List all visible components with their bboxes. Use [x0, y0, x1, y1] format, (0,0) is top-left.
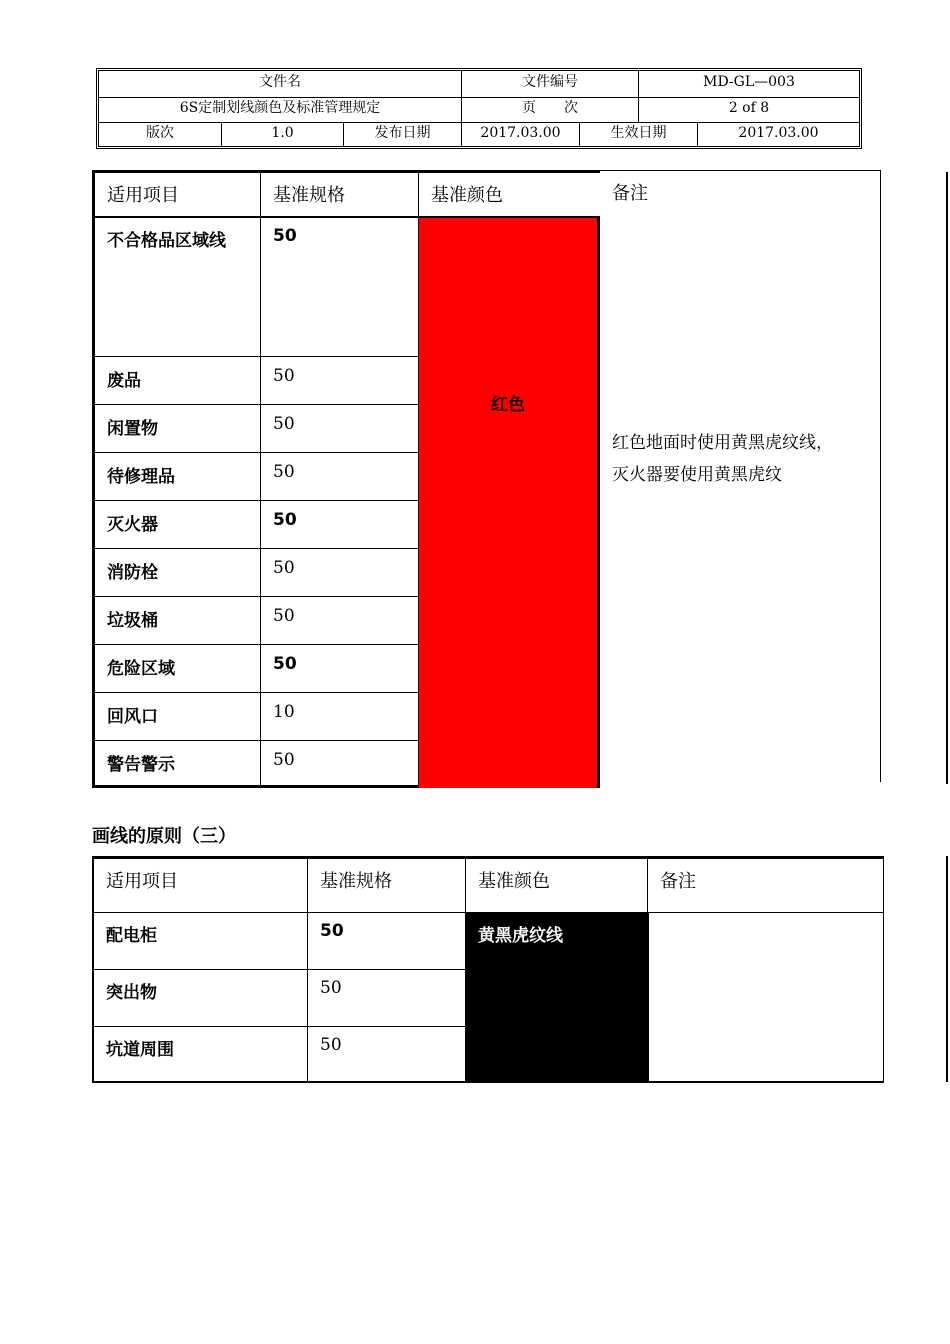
t1-header-remarks: 备注 — [612, 183, 648, 204]
table-row — [94, 970, 466, 1027]
table-row — [95, 549, 419, 597]
version: 1.0 — [221, 122, 343, 146]
table-row — [95, 501, 419, 549]
t2-item: 坑道周围 — [94, 1027, 308, 1081]
t1-spec: 50 — [261, 357, 419, 404]
header-row-2 — [99, 97, 859, 123]
release-date-label: 发布日期 — [343, 122, 461, 146]
t2-item: 突出物 — [94, 970, 308, 1026]
section-title: 画线的原则（三） — [92, 826, 236, 847]
t2-header-remarks: 备注 — [648, 859, 883, 913]
t1-spec: 50 — [261, 405, 419, 452]
t1-spec: 50 — [261, 501, 419, 548]
t2-header-spec: 基准规格 — [308, 859, 466, 913]
page-edge-line — [946, 856, 948, 1082]
page-edge-line — [946, 172, 948, 784]
t1-remark-line-2: 灭火器要使用黄黑虎纹 — [612, 465, 782, 485]
black-color-swatch — [466, 913, 648, 1081]
document-header — [96, 68, 862, 149]
header-row-1 — [99, 71, 859, 98]
release-date: 2017.03.00 — [461, 122, 579, 146]
t1-spec: 50 — [261, 453, 419, 500]
t2-item: 配电柜 — [94, 913, 308, 969]
table-row — [95, 357, 419, 405]
t2-header-item: 适用项目 — [94, 859, 308, 913]
line-color-table-tiger-stripe — [92, 856, 884, 1083]
red-color-swatch — [419, 218, 600, 788]
effective-date: 2017.03.00 — [697, 122, 859, 146]
t1-header-item: 适用项目 — [95, 173, 261, 218]
t1-item: 危险区域 — [95, 645, 261, 692]
t1-spec: 50 — [261, 218, 419, 356]
t2-spec: 50 — [308, 913, 466, 969]
file-no: MD-GL—003 — [638, 71, 859, 97]
t1-item: 废品 — [95, 357, 261, 404]
t2-remarks-cell — [648, 913, 883, 1081]
color-label-red: 红色 — [491, 395, 525, 415]
table-row — [95, 453, 419, 501]
t1-item: 不合格品区域线 — [95, 218, 261, 356]
file-no-label: 文件编号 — [461, 71, 638, 97]
t1-item: 灭火器 — [95, 501, 261, 548]
t2-spec: 50 — [308, 1027, 466, 1081]
header-row-3 — [99, 122, 859, 146]
table-row — [95, 693, 419, 741]
t1-item: 警告警示 — [95, 741, 261, 788]
table-row — [95, 741, 419, 788]
t1-header-spec: 基准规格 — [261, 173, 419, 218]
t1-spec: 50 — [261, 549, 419, 596]
t2-spec: 50 — [308, 970, 466, 1026]
t1-item: 闲置物 — [95, 405, 261, 452]
t2-header-color: 基准颜色 — [466, 859, 648, 913]
t1-item: 垃圾桶 — [95, 597, 261, 644]
t1-spec: 50 — [261, 597, 419, 644]
table-row — [95, 645, 419, 693]
t1-remarks-column — [600, 170, 881, 782]
table-row — [95, 405, 419, 453]
page-number: 2 of 8 — [638, 97, 859, 122]
t1-item: 消防栓 — [95, 549, 261, 596]
t1-spec: 50 — [261, 645, 419, 692]
table-row — [94, 913, 466, 970]
version-label: 版次 — [146, 125, 174, 141]
file-name: 6S定制划线颜色及标准管理规定 — [179, 100, 381, 116]
t1-spec: 10 — [261, 693, 419, 740]
t1-item: 待修理品 — [95, 453, 261, 500]
line-color-table-red — [92, 170, 600, 788]
t1-header-color: 基准颜色 — [419, 173, 600, 218]
t1-remark-line-1: 红色地面时使用黄黑虎纹线， — [612, 433, 833, 453]
t1-remark — [612, 427, 833, 491]
effective-date-label: 生效日期 — [579, 122, 697, 146]
color-label-tiger-stripe: 黄黑虎纹线 — [478, 926, 563, 946]
page-label: 页 次 — [461, 97, 638, 122]
table-row — [95, 597, 419, 645]
table-row — [95, 218, 419, 357]
table-row — [94, 1027, 466, 1081]
t1-spec: 50 — [261, 741, 419, 788]
file-name-label: 文件名 — [259, 74, 301, 90]
t1-item: 回风口 — [95, 693, 261, 740]
